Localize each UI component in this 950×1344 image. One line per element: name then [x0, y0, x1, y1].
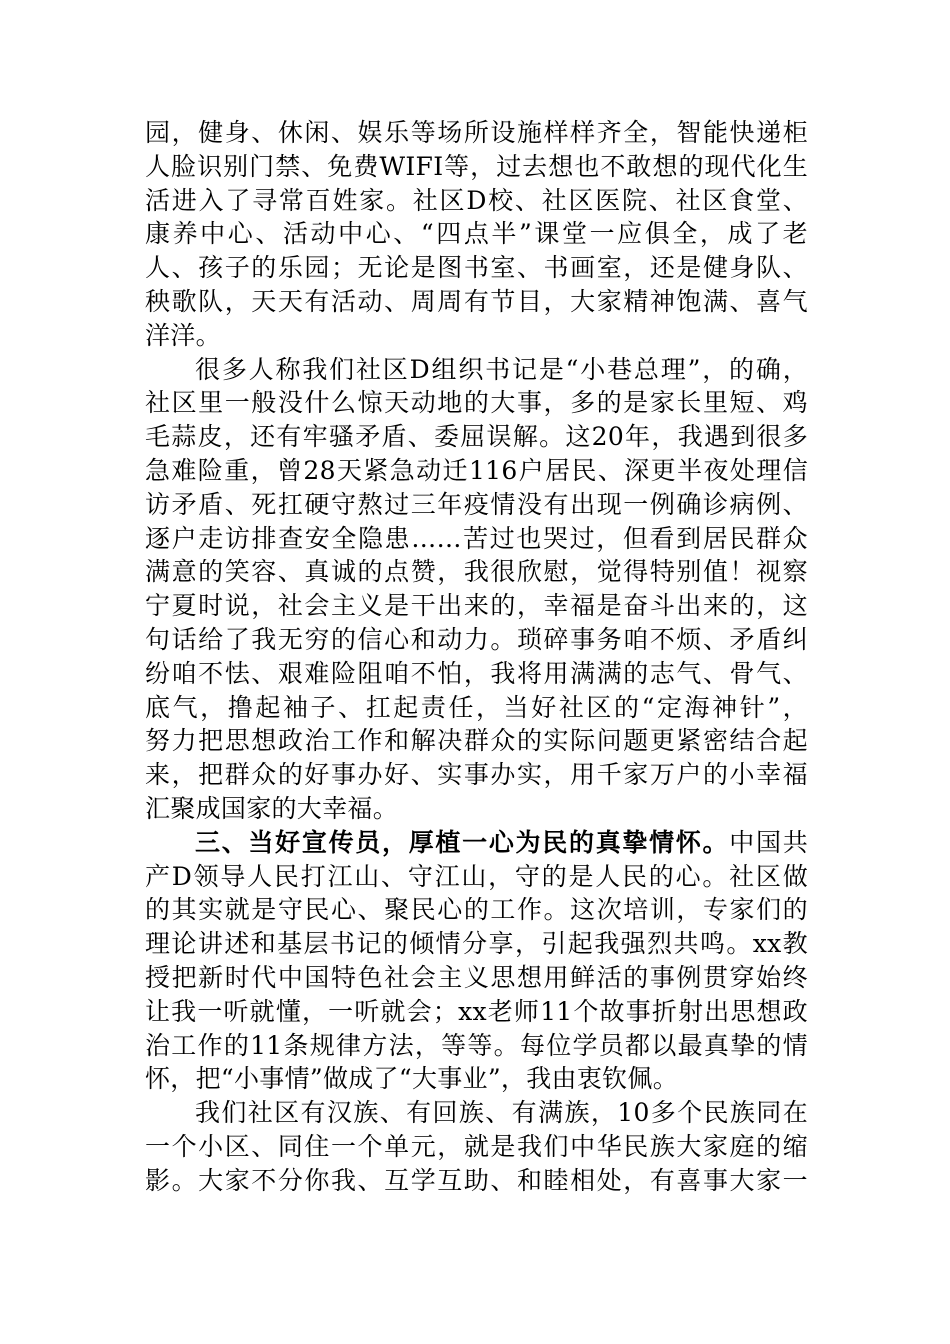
heading-line-rest: 中国共	[729, 827, 808, 857]
text-line: 很多人称我们社区D组织书记是“小巷总理”，的确，	[195, 354, 808, 384]
section-heading: 三、当好宣传员，厚植一心为民的真挚情怀。	[195, 827, 730, 857]
text-line: 访矛盾、死扛硬守熬过三年疫情没有出现一例确诊病例、	[145, 489, 808, 519]
document-page	[145, 116, 808, 1198]
text-line: 治工作的11条规律方法，等等。每位学员都以最真挚的情	[145, 1030, 808, 1060]
paragraph-2	[145, 353, 808, 826]
text-line: 毛蒜皮，还有牢骚矛盾、委屈误解。这20年，我遇到很多	[145, 422, 808, 452]
paragraph-4	[145, 1096, 808, 1197]
text-line: 影。大家不分你我、互学互助、和睦相处，有喜事大家一	[145, 1165, 808, 1195]
text-line: 汇聚成国家的大幸福。	[145, 793, 399, 823]
text-line: 一个小区、同住一个单元，就是我们中华民族大家庭的缩	[145, 1131, 808, 1161]
text-line: 洋洋。	[145, 320, 221, 350]
text-line: 努力把思想政治工作和解决群众的实际问题更紧密结合起	[145, 726, 808, 756]
heading-line	[145, 826, 808, 860]
text-line: 满意的笑容、真诚的点赞，我很欣慰，觉得特别值！视察	[145, 557, 808, 587]
text-line: 人、孩子的乐园；无论是图书室、书画室，还是健身队、	[145, 253, 808, 283]
text-line: 康养中心、活动中心、“四点半”课堂一应俱全，成了老	[145, 219, 808, 249]
text-line: 社区里一般没什么惊天动地的大事，多的是家长里短、鸡	[145, 388, 808, 418]
text-line: 我们社区有汉族、有回族、有满族，10多个民族同在	[195, 1098, 808, 1128]
text-line: 怀，把“小事情”做成了“大事业”，我由衷钦佩。	[145, 1064, 679, 1094]
text-line: 秧歌队，天天有活动、周周有节目，大家精神饱满、喜气	[145, 286, 808, 316]
text-line: 宁夏时说，社会主义是干出来的，幸福是奋斗出来的，这	[145, 591, 808, 621]
text-line: 来，把群众的好事办好、实事办实，用千家万户的小幸福	[145, 760, 808, 790]
text-line: 的其实就是守民心、聚民心的工作。这次培训，专家们的	[145, 895, 808, 925]
text-line: 急难险重，曾28天紧急动迁116户居民、深更半夜处理信	[145, 455, 808, 485]
text-line: 活进入了寻常百姓家。社区D校、社区医院、社区食堂、	[145, 185, 808, 215]
text-line: 纷咱不怯、艰难险阻咱不怕，我将用满满的志气、骨气、	[145, 658, 808, 688]
text-line: 让我一听就懂，一听就会；xx老师11个故事折射出思想政	[145, 996, 808, 1026]
text-line: 人脸识别门禁、免费WIFI等，过去想也不敢想的现代化生	[145, 151, 808, 181]
text-line: 底气，撸起袖子、扛起责任，当好社区的“定海神针”，	[145, 692, 808, 722]
text-line: 园，健身、休闲、娱乐等场所设施样样齐全，智能快递柜	[145, 118, 808, 147]
text-line: 授把新时代中国特色社会主义思想用鲜活的事例贯穿始终	[145, 962, 808, 992]
text-line: 产D领导人民打江山、守江山，守的是人民的心。社区做	[145, 861, 808, 891]
paragraph-3	[145, 826, 808, 1096]
text-line: 理论讲述和基层书记的倾情分享，引起我强烈共鸣。xx教	[145, 929, 808, 959]
text-line: 逐户走访排查安全隐患……苦过也哭过，但看到居民群众	[145, 523, 808, 553]
text-line: 句话给了我无穷的信心和动力。琐碎事务咱不烦、矛盾纠	[145, 624, 808, 654]
paragraph-1	[145, 116, 808, 353]
